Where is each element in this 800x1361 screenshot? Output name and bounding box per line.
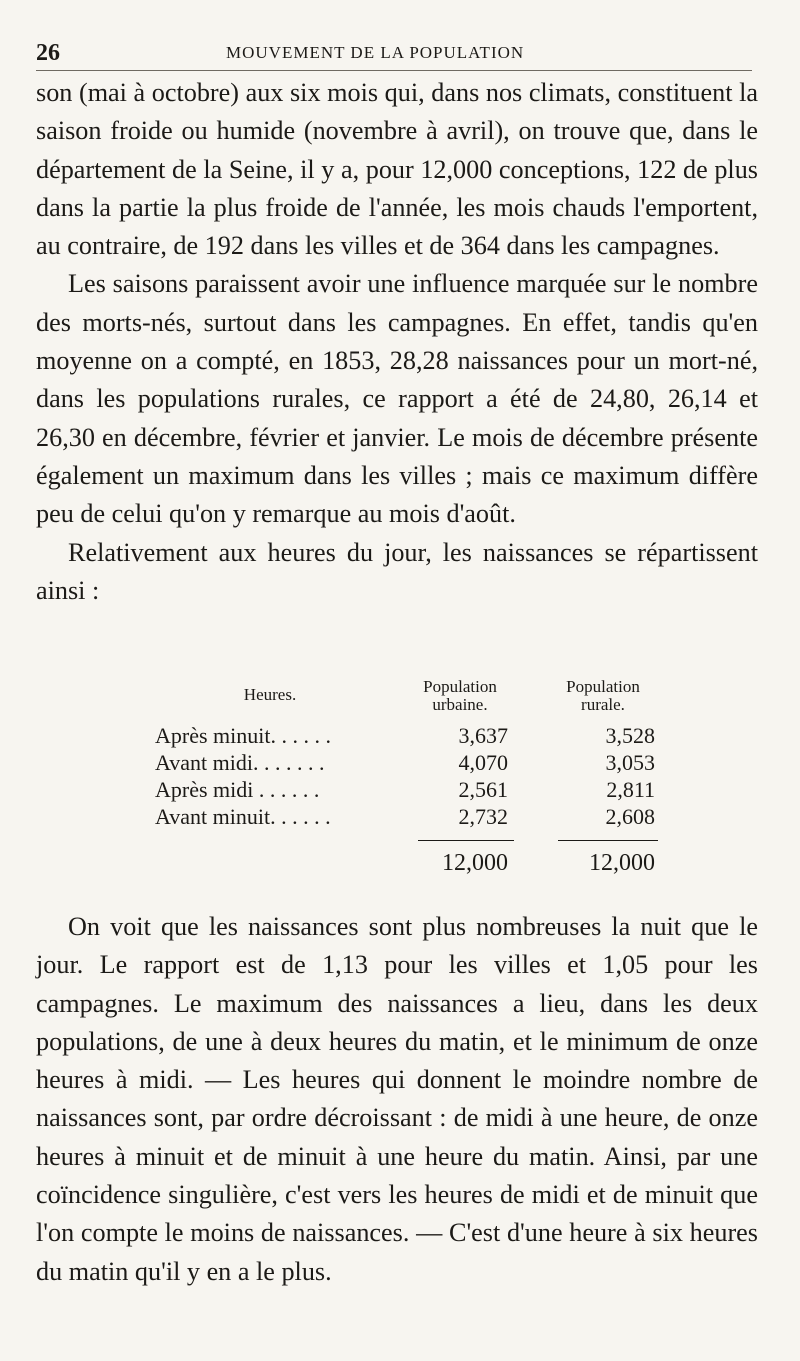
urban-value: 2,732 (458, 804, 508, 829)
rural-value: 3,528 (605, 723, 655, 748)
table-row (150, 722, 710, 749)
row-label: Avant midi. . . . . . . (155, 750, 325, 775)
urban-value: 2,561 (458, 777, 508, 802)
running-head: MOUVEMENT DE LA POPULATION (226, 43, 525, 62)
rural-value: 3,053 (605, 750, 655, 775)
page-header (36, 40, 770, 68)
total-rule-urban (418, 840, 514, 841)
paragraph-hours-intro: Relativement aux heures du jour, les naissances se répartissent ainsi : (36, 537, 758, 605)
urban-total: 12,000 (442, 850, 508, 876)
rural-value: 2,811 (606, 777, 655, 802)
body-text-bottom (36, 908, 758, 1291)
urban-value: 4,070 (458, 750, 508, 775)
table-row (150, 776, 710, 803)
urban-value: 3,637 (458, 723, 508, 748)
paragraph-stillbirths: Les saisons paraissent avoir une influence marquée sur le nombre des morts-nés, surtout dans les campagnes. En effet, tandis qu'en moyenne on a compté, en 1853, 28,28 naissances pour un mort-né, dans les populations rurales, ce rapport a été de 24,80, 26,14 et 26,30 en décembre, février et janvier. Le mois de décembre présente également un maximum dans les villes ; mais ce maximum diffère peu de celui qu'on y remarque au mois d'août. (36, 269, 758, 529)
births-by-hour-table (150, 678, 710, 884)
column-header-hours: Heures. (243, 685, 297, 704)
column-header-rural: Population rurale. (566, 677, 640, 714)
header-rule (36, 70, 752, 71)
rural-value: 2,608 (605, 804, 655, 829)
column-header-urban: Population urbaine. (423, 677, 497, 714)
table-totals-row (150, 840, 710, 884)
rural-total: 12,000 (589, 850, 655, 876)
body-text-top (36, 74, 758, 610)
page-number: 26 (36, 40, 60, 66)
paragraph-seasons-conceptions: son (mai à octobre) aux six mois qui, dans nos climats, constituent la saison froide ou humide (novembre à avril), on trouve que, dans le département de la Seine, il y a, pour 12,000 conceptions, 122 de plus dans la partie la plus froide de l'année, les mois chauds l'emportent, au contraire, de 192 dans les villes et de 364 dans les campagnes. (36, 78, 758, 261)
row-label: Après minuit. . . . . . (155, 723, 331, 748)
row-label: Avant minuit. . . . . . (155, 804, 331, 829)
row-label: Après midi . . . . . . (155, 777, 320, 802)
table-header-row (150, 678, 710, 722)
table-row (150, 803, 710, 830)
total-rule-rural (558, 840, 658, 841)
table-row (150, 749, 710, 776)
paragraph-night-births: On voit que les naissances sont plus nombreuses la nuit que le jour. Le rapport est de 1,13 pour les villes et 1,05 pour les campagnes. Le maximum des naissances a lieu, dans les deux populations, de une à deux heures du matin, et le minimum de onze heures à midi. — Les heures qui donnent le moindre nombre de naissances sont, par ordre décroissant : de midi à une heure, de onze heures à minuit et de minuit à une heure du matin. Ainsi, par une coïncidence singulière, c'est vers les heures de midi et de minuit que l'on compte le moins de naissances. — C'est d'une heure à six heures du matin qu'il y en a le plus. (36, 912, 758, 1286)
